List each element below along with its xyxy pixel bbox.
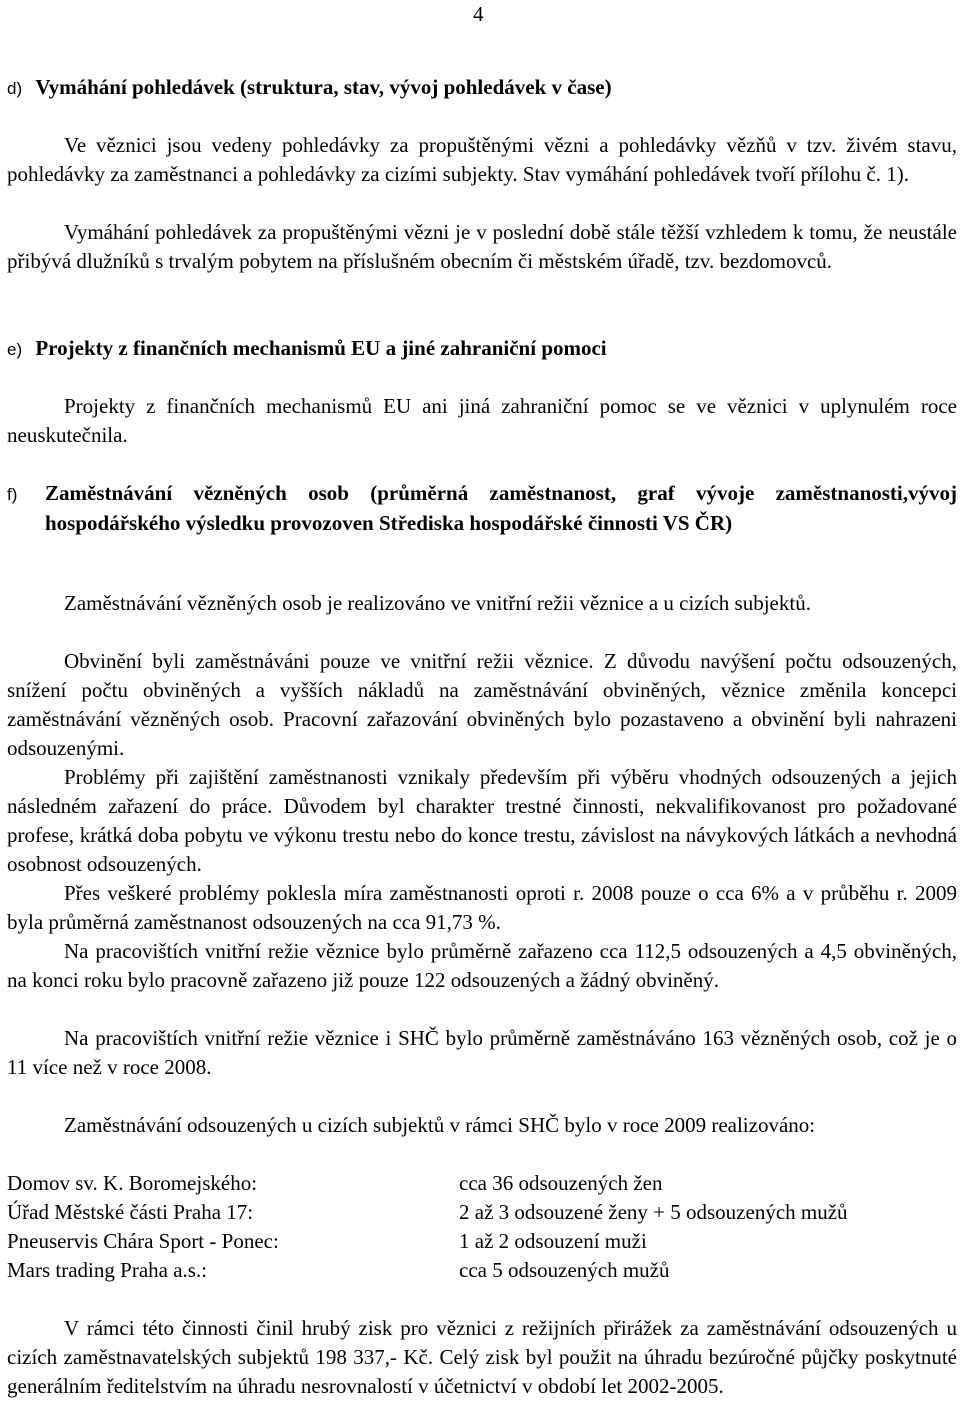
list-item xyxy=(7,1169,957,1198)
section-d-heading xyxy=(7,73,957,103)
section-f-heading xyxy=(7,479,957,538)
external-employment-intro: Zaměstnávání odsouzených u cizích subjektů v rámci SHČ bylo v roce 2009 realizováno: xyxy=(64,1113,816,1137)
page-number: 4 xyxy=(473,2,484,26)
employer-name: Úřad Městské části Praha 17: xyxy=(7,1200,254,1224)
section-f-label: f) xyxy=(7,485,18,504)
section-e-paragraph: Projekty z finančních mechanismů EU ani jiná zahraniční pomoc se ve věznici v uplynulém roce neuskutečnila. xyxy=(7,394,957,447)
employee-count: cca 36 odsouzených žen xyxy=(459,1171,663,1195)
employer-name: Mars trading Praha a.s.: xyxy=(7,1258,208,1282)
employee-count: 1 až 2 odsouzení muži xyxy=(459,1229,647,1253)
closing-paragraph: V rámci této činnosti činil hrubý zisk pro věznici z režijních přirážek za zaměstnávání odsouzených u cizích zaměstnavatelských subjektů 198 337,- Kč. Celý zisk byl použit na úhradu bezúročné půjčky poskytnuté generálním ředitelstvím na úhradu nesrovnalostí v účetnictví v období let 2002-2005. xyxy=(7,1316,957,1398)
section-d-paragraph-2: Vymáhání pohledávek za propuštěnými vězni je v poslední době stále těžší vzhledem k tomu, že neustále přibývá dlužníků s trvalým pobytem na příslušném obecním či městském úřadě, tzv. bezdomovců. xyxy=(7,220,957,273)
section-d-label: d) xyxy=(7,79,23,98)
external-employers-list xyxy=(7,1169,957,1285)
section-f-title: Zaměstnávání vězněných osob (průměrná zaměstnanost, graf vývoje zaměstnanosti,vývoj hospodářského výsledku provozoven Střediska hospodářské činnosti VS ČR) xyxy=(45,481,957,535)
section-d-paragraph-1: Ve věznici jsou vedeny pohledávky za propuštěnými vězni a pohledávky vězňů v tzv. živém stavu, pohledávky za zaměstnanci a pohledávky za cizími subjekty. Stav vymáhání pohledávek tvoří přílohu č. 1). xyxy=(7,133,957,186)
section-e-heading xyxy=(7,334,957,364)
section-f-paragraph-5: Na pracovištích vnitřní režie věznice bylo průměrně zařazeno cca 112,5 odsouzených a 4,5 obviněných, na konci roku bylo pracovně zařazeno již pouze 122 odsouzených a žádný obviněný. xyxy=(7,939,957,992)
section-f-paragraph-1: Zaměstnávání vězněných osob je realizováno ve vnitřní režii věznice a u cizích subjektů. xyxy=(64,591,811,615)
section-f-paragraph-4: Přes veškeré problémy poklesla míra zaměstnanosti oproti r. 2008 pouze o cca 6% a v průběhu r. 2009 byla průměrná zaměstnanost odsouzených na cca 91,73 %. xyxy=(7,881,957,934)
employer-name: Pneuservis Chára Sport - Ponec: xyxy=(7,1229,279,1253)
list-item xyxy=(7,1256,957,1285)
employer-name: Domov sv. K. Boromejského: xyxy=(7,1171,258,1195)
section-d-title: Vymáhání pohledávek (struktura, stav, vývoj pohledávek v čase) xyxy=(35,75,612,99)
employee-count: 2 až 3 odsouzené ženy + 5 odsouzených mužů xyxy=(459,1200,848,1224)
list-item xyxy=(7,1198,957,1227)
employee-count: cca 5 odsouzených mužů xyxy=(459,1258,670,1282)
section-f-paragraph-2: Obvinění byli zaměstnáváni pouze ve vnitřní režii věznice. Z důvodu navýšení počtu odsouzených, snížení počtu obviněných a vyšších nákladů na zaměstnávání obviněných, věznice změnila koncepci zaměstnávání vězněných osob. Pracovní zařazování obviněných bylo pozastaveno a obvinění byli nahrazeni odsouzenými. xyxy=(7,649,957,760)
section-f-paragraph-6: Na pracovištích vnitřní režie věznice i SHČ bylo průměrně zaměstnáváno 163 vězněných osob, což je o 11 více než v roce 2008. xyxy=(7,1026,957,1079)
section-e-title: Projekty z finančních mechanismů EU a jiné zahraniční pomoci xyxy=(35,336,607,360)
list-item xyxy=(7,1227,957,1256)
section-f-paragraph-3: Problémy při zajištění zaměstnanosti vznikaly především při výběru vhodných odsouzených a jejich následném zařazení do práce. Důvodem byl charakter trestné činnosti, nekvalifikovanost pro požadované profese, krátká doba pobytu ve výkonu trestu nebo do konce trestu, závislost na návykových látkách a nevhodná osobnost odsouzených. xyxy=(7,765,957,876)
section-e-label: e) xyxy=(7,340,23,359)
